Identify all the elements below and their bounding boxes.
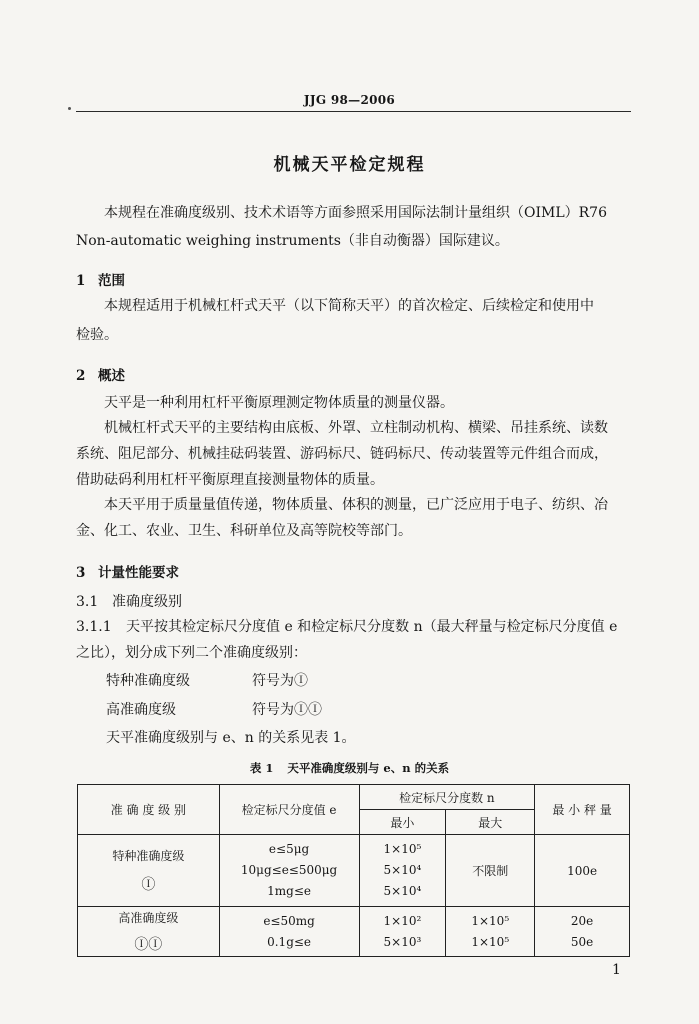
scan-dot	[68, 107, 71, 110]
table-reference: 天平准确度级别与 e、n 的关系见表 1。	[106, 730, 356, 746]
section-1-heading	[76, 269, 125, 289]
header-e: 检定标尺分度值 e	[219, 785, 359, 835]
section-2-para-1: 天平是一种利用杠杆平衡原理测定物体质量的测量仪器。	[104, 395, 454, 411]
clause-3-1-1-line-2: 之比），划分成下列二个准确度级别：	[76, 645, 307, 661]
header-n: 检定标尺分度数 n	[359, 785, 535, 810]
table-row	[78, 835, 630, 907]
class-1-name: 特种准确度级	[106, 673, 190, 689]
page-number: 1	[612, 962, 621, 978]
section-2-para-3-line-1: 本天平用于质量量值传递，物体质量、体积的测量，已广泛应用于电子、纺织、冶	[104, 497, 608, 513]
section-3-heading	[76, 561, 179, 581]
clause-3-1-1-line-1	[76, 617, 617, 637]
section-1-line-1: 本规程适用于机械杠杆式天平（以下简称天平）的首次检定、后续检定和使用中	[104, 298, 594, 314]
section-2-title: 概述	[98, 368, 125, 384]
table-caption-label: 表 1	[249, 761, 274, 775]
row-2-min-capacity-1: 20e	[570, 913, 594, 928]
intro-line-2: Non-automatic weighing instruments（非自动衡器）国际建议。	[76, 233, 509, 249]
clause-3-1-1-text: 天平按其检定标尺分度值 e 和检定标尺分度数 n（最大秤量与检定标尺分度值 e	[126, 619, 618, 635]
section-3-title: 计量性能要求	[98, 565, 179, 581]
row-2-n-max-2: 1×10⁵	[471, 934, 510, 949]
row-2-e-2: 0.1g≤e	[267, 934, 312, 949]
header-min-capacity: 最 小 秤 量	[535, 785, 630, 835]
section-2-para-2-line-1: 机械杠杆式天平的主要结构由底板、外罩、立柱制动机构、横梁、吊挂系统、读数	[104, 420, 608, 436]
section-1-number: 1	[76, 273, 86, 289]
row-1-e-1: e≤5μg	[268, 842, 310, 856]
header-n-max: 最大	[446, 810, 535, 835]
row-2-n-max	[446, 907, 535, 957]
class-2-name: 高准确度级	[106, 702, 176, 718]
header-rule	[76, 111, 631, 112]
row-1-class-symbol: Ⓘ	[141, 877, 156, 893]
row-1-e-2: 10μg≤e≤500μg	[240, 863, 338, 877]
row-2-min-capacity	[535, 907, 630, 957]
row-1-e	[219, 835, 359, 907]
section-2-para-2-line-3: 借助砝码利用杠杆平衡原理直接测量物体的质量。	[76, 472, 384, 488]
table-row	[78, 907, 630, 957]
row-1-n-min-1: 1×10⁵	[383, 842, 422, 856]
intro-line-1: 本规程在准确度级别、技术术语等方面参照采用国际法制计量组织（OIML）R76	[104, 205, 607, 221]
table-caption-text: 天平准确度级别与 e、n 的关系	[287, 761, 450, 775]
row-2-class-symbol: ⒾⒾ	[134, 937, 163, 953]
row-2-min-capacity-2: 50e	[570, 934, 594, 949]
section-2-heading	[76, 364, 125, 384]
section-1-title: 范围	[98, 273, 125, 289]
section-2-para-2-line-2: 系统、阻尼部分、机械挂砝码装置、游码标尺、链码标尺、传动装置等元件组合而成，	[76, 446, 608, 462]
row-2-n-max-1: 1×10⁵	[471, 913, 510, 928]
row-1-class-name: 特种准确度级	[112, 849, 185, 863]
row-2-n-min-1: 1×10²	[383, 913, 422, 928]
row-1-n-min-3: 5×10⁴	[383, 884, 422, 898]
row-1-n-max: 不限制	[446, 835, 535, 907]
table-caption	[0, 760, 699, 776]
header-class: 准 确 度 级 别	[78, 785, 220, 835]
subsection-3-1	[76, 592, 182, 612]
document-code-header: JJG 98—2006	[303, 93, 396, 107]
class-2-symbol: 符号为ⒾⒾ	[252, 702, 322, 718]
row-1-min-capacity: 100e	[535, 835, 630, 907]
section-3-number: 3	[76, 565, 86, 581]
section-2-para-3-line-2: 金、化工、农业、卫生、科研单位及高等院校等部门。	[76, 523, 412, 539]
row-1-e-3: 1mg≤e	[267, 884, 311, 898]
subsection-3-1-title: 准确度级别	[112, 594, 182, 610]
row-2-e-1: e≤50mg	[263, 913, 315, 928]
header-n-min: 最小	[359, 810, 446, 835]
subsection-3-1-number: 3.1	[76, 594, 99, 610]
clause-3-1-1-number: 3.1.1	[76, 619, 112, 635]
row-2-class-name: 高准确度级	[118, 911, 179, 925]
row-2-class	[78, 907, 220, 957]
class-1-symbol: 符号为Ⓘ	[252, 673, 308, 689]
row-1-n-min	[359, 835, 446, 907]
document-title: 机械天平检定规程	[273, 155, 426, 175]
row-2-e	[219, 907, 359, 957]
row-2-n-min-2: 5×10³	[383, 934, 422, 949]
accuracy-class-table	[77, 784, 630, 957]
section-1-line-2: 检验。	[76, 327, 118, 343]
row-1-n-min-2: 5×10⁴	[383, 863, 422, 877]
row-2-n-min	[359, 907, 446, 957]
section-2-number: 2	[76, 368, 86, 384]
row-1-class	[78, 835, 220, 907]
